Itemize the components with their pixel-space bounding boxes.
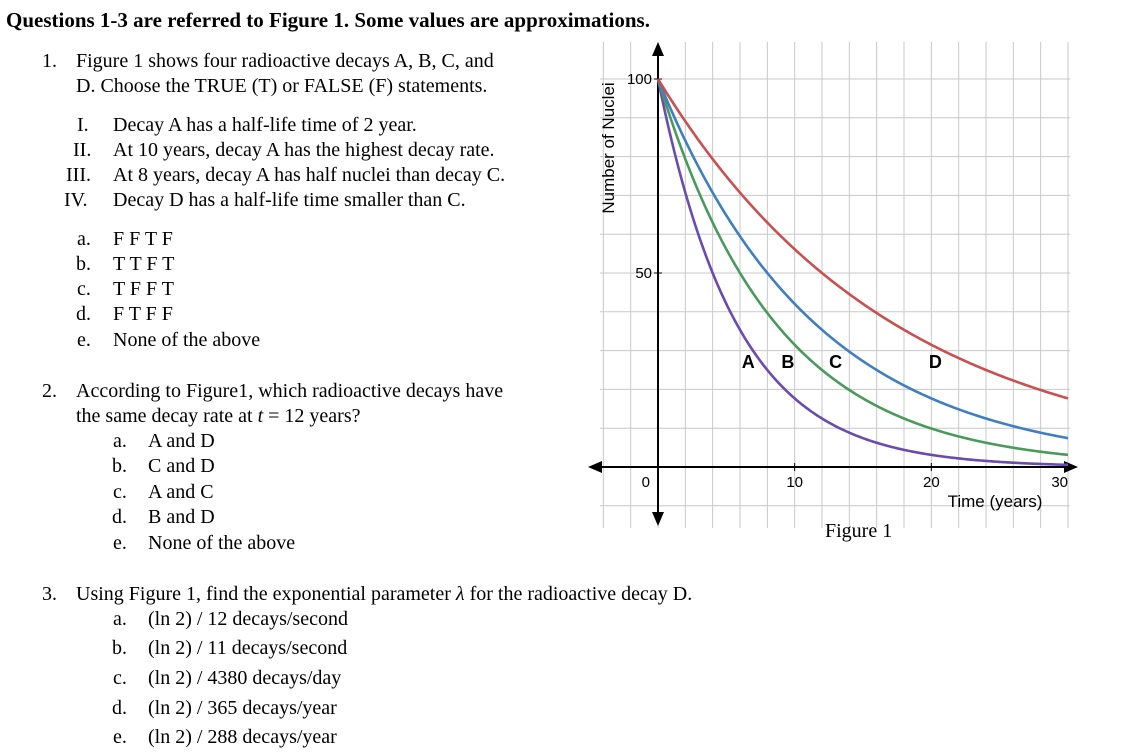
option-text[interactable]: (ln 2) / 12 decays/second	[148, 608, 348, 630]
option-text[interactable]: None of the above	[113, 329, 261, 351]
option-text[interactable]: F T F F	[113, 303, 173, 325]
option-text[interactable]: (ln 2) / 4380 decays/day	[148, 667, 342, 689]
statement-label: IV.	[64, 189, 88, 211]
option-text[interactable]: B and D	[148, 506, 215, 528]
statement-text: At 10 years, decay A has the highest decay rate.	[113, 139, 495, 161]
question-number: 1.	[42, 50, 57, 72]
question-text: According to Figure1, which radioactive decays have	[76, 380, 504, 402]
statement-label: I.	[77, 114, 89, 136]
x-tick-label: 10	[786, 474, 804, 491]
curve-label-D: D	[928, 352, 942, 372]
question-text: Figure 1 shows four radioactive decays A, B, C, and	[76, 50, 494, 72]
decay-curve-B	[658, 79, 1068, 455]
option-text[interactable]: (ln 2) / 11 decays/second	[148, 637, 348, 659]
option-label: e.	[113, 726, 127, 748]
statement-text: At 8 years, decay A has half nuclei than decay C.	[113, 164, 506, 186]
option-label: a.	[77, 228, 91, 250]
option-text[interactable]: A and D	[148, 430, 215, 452]
x-axis-arrow-right	[1064, 461, 1078, 473]
curve-label-A: A	[741, 352, 755, 372]
question-number: 3.	[42, 583, 57, 605]
y-axis-arrow-down	[652, 512, 664, 526]
decay-curve-C	[658, 79, 1068, 438]
question-text: Using Figure 1, find the exponential parameter λ for the radioactive decay D.	[76, 583, 693, 605]
curve-label-C: C	[829, 352, 843, 372]
x-tick-label: 20	[922, 474, 940, 491]
option-label: a.	[113, 608, 127, 630]
option-text[interactable]: F F T F	[113, 228, 173, 250]
option-label: d.	[112, 506, 127, 528]
option-label: c.	[113, 667, 127, 689]
question-number: 2.	[42, 380, 57, 402]
option-text[interactable]: T F F T	[113, 278, 174, 300]
statement-label: III.	[66, 164, 91, 186]
question-text: the same decay rate at t = 12 years?	[76, 405, 361, 427]
x-tick-label: 30	[1051, 474, 1068, 491]
x-axis-label: Time (years)	[947, 492, 1043, 511]
y-axis-arrow-up	[652, 42, 664, 56]
option-text[interactable]: A and C	[148, 481, 214, 503]
decay-curve-A	[658, 79, 1068, 465]
statement-text: Decay A has a half-life time of 2 year.	[113, 114, 417, 136]
curve-label-B: B	[781, 352, 795, 372]
y-tick-label: 100	[626, 71, 652, 88]
option-label: a.	[113, 430, 127, 452]
option-text[interactable]: None of the above	[148, 532, 296, 554]
option-label: c.	[113, 481, 127, 503]
decay-curves	[658, 79, 1068, 465]
x-axis-arrow-left	[588, 461, 602, 473]
y-tick-label: 50	[635, 265, 652, 282]
question-text: D. Choose the TRUE (T) or FALSE (F) statements.	[76, 75, 488, 97]
section-header: Questions 1-3 are referred to Figure 1. Some values are approximations.	[6, 8, 650, 32]
option-text[interactable]: (ln 2) / 365 decays/year	[148, 697, 337, 719]
axes	[588, 42, 1078, 526]
option-text[interactable]: T T F T	[113, 253, 175, 275]
option-label: b.	[112, 637, 127, 659]
y-axis-label: Number of Nuclei	[599, 82, 618, 214]
option-label: d.	[76, 303, 91, 325]
option-label: c.	[77, 278, 91, 300]
y-tick-label: 0	[641, 474, 650, 491]
option-text[interactable]: (ln 2) / 288 decays/year	[148, 726, 337, 748]
statement-text: Decay D has a half-life time smaller than C.	[113, 189, 466, 211]
figure-caption: Figure 1	[825, 520, 893, 542]
option-text[interactable]: C and D	[148, 455, 215, 477]
option-label: d.	[112, 697, 127, 719]
statement-label: II.	[73, 139, 92, 161]
curve-labels	[742, 352, 942, 372]
option-label: b.	[76, 253, 91, 275]
option-label: b.	[112, 455, 127, 477]
option-label: e.	[113, 532, 127, 554]
option-label: e.	[77, 329, 91, 351]
